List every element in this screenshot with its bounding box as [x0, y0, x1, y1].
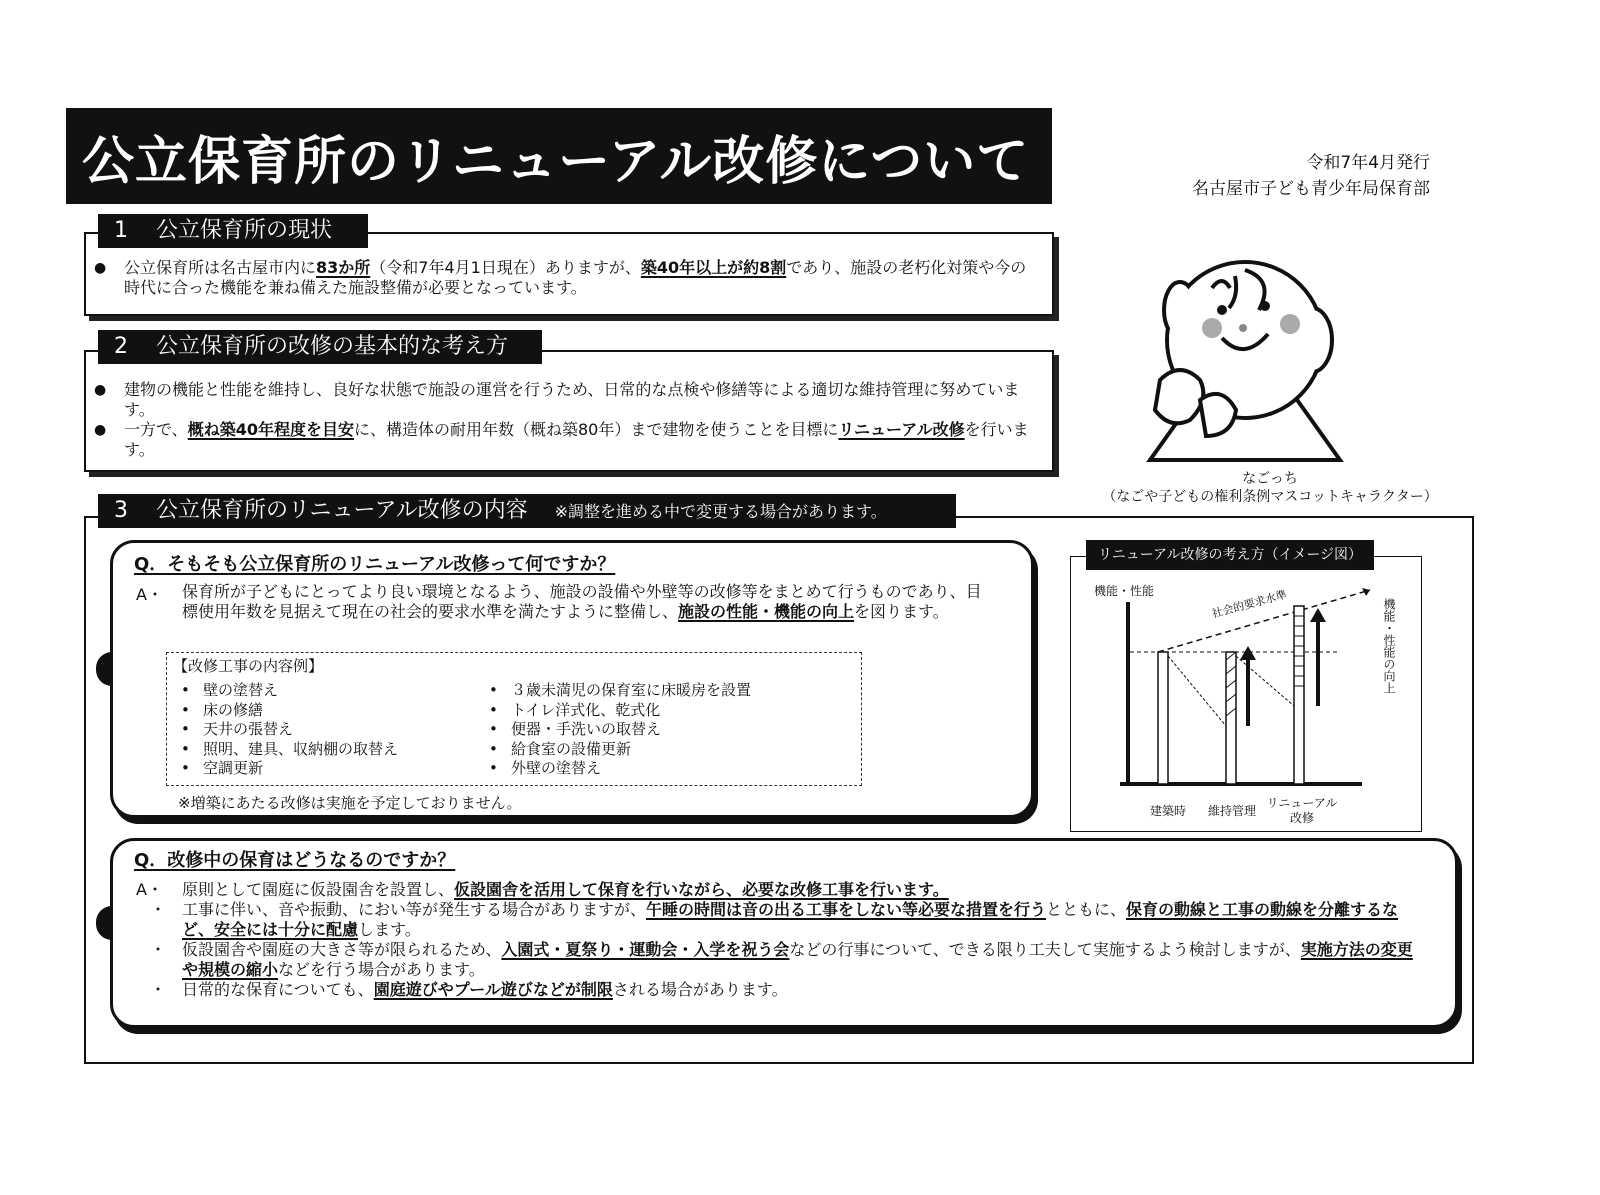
example-item: • 便器・手洗いの取替え: [483, 720, 751, 740]
section1-bullet: ● 公立保育所は名古屋市内に83か所（令和7年4月1日現在）ありますが、築40年以上が約8割であり、施設の老朽化対策や今の時代に合った機能を兼ね備えた施設整備が必要となっています。: [88, 258, 1038, 298]
example-item: • 床の修繕: [175, 701, 398, 721]
section1-heading: 1 公立保育所の現状: [98, 214, 368, 248]
examples-box: [166, 652, 862, 786]
examples-left-list: [175, 681, 398, 779]
qa2-answers: [136, 880, 1426, 1000]
diagram-stage-1: 建築時: [1149, 804, 1186, 818]
example-item: • 空調更新: [175, 759, 398, 779]
qa1-question: Q．そもそも公立保育所のリニューアル改修って何ですか？: [134, 554, 616, 575]
example-item: • ３歳未満児の保育室に床暖房を設置: [483, 681, 751, 701]
examples-title: 【改修工事の内容例】: [173, 657, 324, 675]
qa1-answer-marker: A・: [136, 585, 163, 604]
examples-right-list: [483, 681, 751, 779]
section2-bullets: [88, 380, 1038, 460]
qa1-footnote: ※増築にあたる改修は実施を予定しておりません。: [178, 794, 522, 812]
qa2-answer-line: A・ 原則として園庭に仮設園舎を設置し、仮設園舎を活用して保育を行いながら、必要な改修工事を行います。: [136, 880, 949, 899]
issue-date: 令和7年4月発行: [1306, 153, 1430, 173]
issue-info: [1192, 150, 1430, 202]
diagram-stage-3: リニューアル改修: [1266, 796, 1338, 825]
qa2-question: Q．改修中の保育はどうなるのですか？: [134, 850, 456, 871]
section3-heading: 3 公立保育所のリニューアル改修の内容 ※調整を進める中で変更する場合があります。: [98, 494, 956, 528]
mascot-description: （なごや子どもの権利条例マスコットキャラクター）: [1102, 489, 1438, 505]
section1-bullets: [88, 258, 1038, 298]
qa1-answer: 保育所が子どもにとってより良い環境となるよう、施設の設備や外壁等の改修等をまとめて行うものであり、目標使用年数を見据えて現在の社会的要求水準を満たすように整備し、施設の性能・機能の向上を図ります。: [182, 582, 982, 621]
mascot-illustration: [1140, 240, 1350, 470]
section3-note: ※調整を進める中で変更する場合があります。: [554, 502, 887, 521]
mascot-name: なごっち: [1242, 471, 1298, 487]
diagram-stage-2: 維持管理: [1207, 804, 1256, 818]
example-item: • 外壁の塗替え: [483, 759, 751, 779]
qa2-bullet: ・ 日常的な保育についても、園庭遊びやプール遊びなどが制限される場合があります。: [150, 980, 788, 999]
section2-bullet-2: ● 一方で、概ね築40年程度を目安に、構造体の耐用年数（概ね築80年）まで建物を使うことを目標にリニューアル改修を行います。: [88, 420, 1038, 460]
title-banner: [66, 108, 1052, 204]
diagram-title: リニューアル改修の考え方（イメージ図）: [1086, 540, 1374, 570]
example-item: • 照明、建具、収納棚の取替え: [175, 740, 398, 760]
example-item: • 天井の張替え: [175, 720, 398, 740]
diagram-trend-label: 社会的要求水準: [1210, 588, 1289, 621]
example-item: • 給食室の設備更新: [483, 740, 751, 760]
section2-heading: 2 公立保育所の改修の基本的な考え方: [98, 330, 542, 364]
qa2-bullet: ・ 工事に伴い、音や振動、におい等が発生する場合がありますが、午睡の時間は音の出る工事をしない等必要な措置を行うとともに、保育の動線と工事の動線を分離するなど、安全には十分に配慮します。: [150, 900, 1399, 939]
diagram-y-axis-label: 機能・性能: [1094, 584, 1155, 598]
issuer: 名古屋市子ども青少年局保育部: [1192, 179, 1430, 199]
qa2-bullet: ・ 仮設園舎や園庭の大きさ等が限られるため、入園式・夏祭り・運動会・入学を祝う会などの行事について、できる限り工夫して実施するよう検討しますが、実施方法の変更や規模の縮小などを行う場合があります。: [150, 940, 1413, 979]
section2-bullet-1: ● 建物の機能と性能を維持し、良好な状態で施設の運営を行うため、日常的な点検や修繕等による適切な維持管理に努めています。: [88, 380, 1038, 420]
example-item: • 壁の塗替え: [175, 681, 398, 701]
example-item: • トイレ洋式化、乾式化: [483, 701, 751, 721]
mascot-caption: [1090, 470, 1450, 506]
page-title: 公立保育所のリニューアル改修について: [82, 131, 1030, 192]
diagram-improvement-label: 機能・性能の向上: [1382, 598, 1396, 694]
